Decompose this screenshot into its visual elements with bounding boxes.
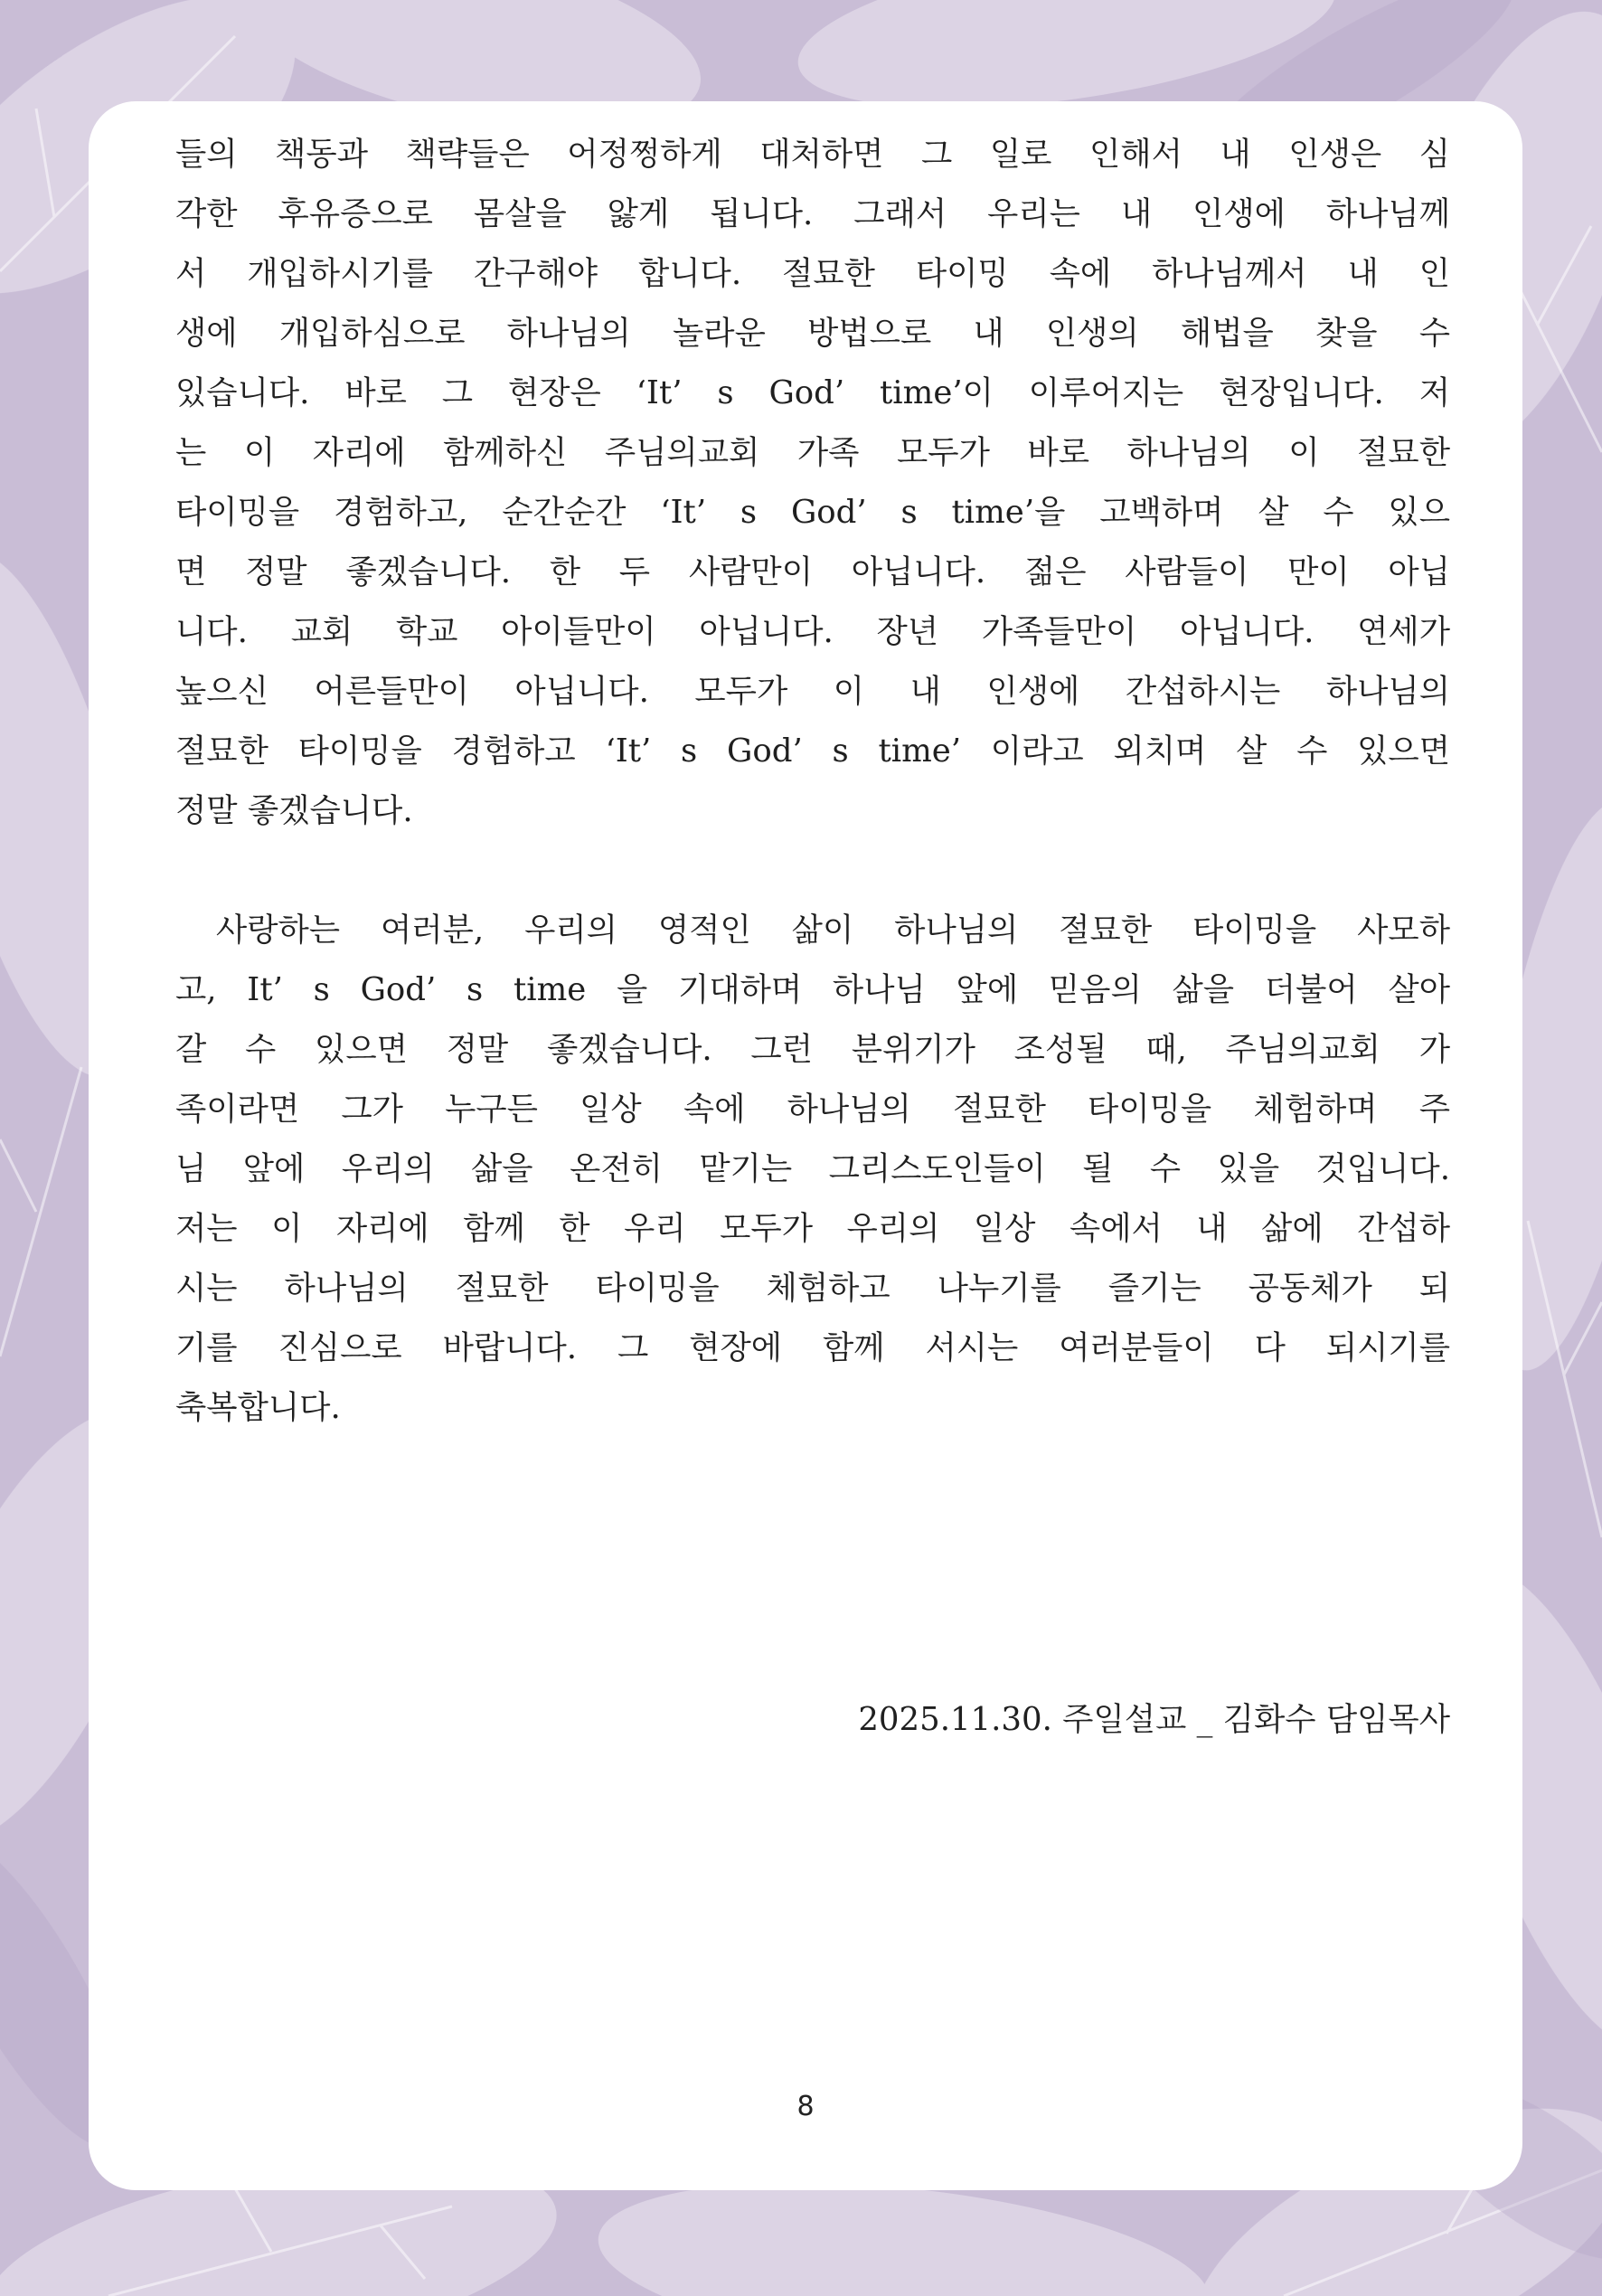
text-line: 고, It’ s God’ s time 을 기대하며 하나님 앞에 믿음의 삶을 더불어 살아 bbox=[175, 971, 1450, 1008]
page-card bbox=[89, 101, 1522, 2190]
text-line: 사랑하는 여러분, 우리의 영적인 삶이 하나님의 절묘한 타이밍을 사모하 bbox=[175, 912, 1450, 949]
sermon-signature: 2025.11.30. 주일설교 _ 김화수 담임목사 bbox=[858, 1701, 1450, 1738]
text-line: 시는 하나님의 절묘한 타이밍을 체험하고 나누기를 즐기는 공동체가 되 bbox=[175, 1270, 1450, 1307]
text-line: 니다. 교회 학교 아이들만이 아닙니다. 장년 가족들만이 아닙니다. 연세가 bbox=[175, 613, 1450, 650]
text-line: 갈 수 있으면 정말 좋겠습니다. 그런 분위기가 조성될 때, 주님의교회 가 bbox=[175, 1031, 1450, 1068]
text-line: 생에 개입하심으로 하나님의 놀라운 방법으로 내 인생의 해법을 찾을 수 bbox=[175, 315, 1450, 352]
paragraph-gap bbox=[175, 841, 1450, 901]
page-number: 8 bbox=[796, 2091, 815, 2122]
text-line: 족이라면 그가 누구든 일상 속에 하나님의 절묘한 타이밍을 체험하며 주 bbox=[175, 1091, 1450, 1128]
text-line: 면 정말 좋겠습니다. 한 두 사람만이 아닙니다. 젊은 사람들이 만이 아닙 bbox=[175, 553, 1450, 591]
sermon-body bbox=[175, 125, 1450, 1438]
text-line: 기를 진심으로 바랍니다. 그 현장에 함께 서시는 여러분들이 다 되시기를 bbox=[175, 1329, 1450, 1366]
text-line: 타이밍을 경험하고, 순간순간 ‘It’ s God’ s time’을 고백하며 살 수 있으 bbox=[175, 494, 1450, 531]
text-line: 각한 후유증으로 몸살을 앓게 됩니다. 그래서 우리는 내 인생에 하나님께 bbox=[175, 195, 1450, 232]
text-line: 축복합니다. bbox=[175, 1389, 341, 1426]
text-line: 있습니다. 바로 그 현장은 ‘It’ s God’ time’이 이루어지는 현장입니다. 저 bbox=[175, 374, 1450, 411]
text-line: 서 개입하시기를 간구해야 합니다. 절묘한 타이밍 속에 하나님께서 내 인 bbox=[175, 255, 1450, 292]
text-line: 님 앞에 우리의 삶을 온전히 맡기는 그리스도인들이 될 수 있을 것입니다. bbox=[175, 1150, 1450, 1187]
text-line: 저는 이 자리에 함께 한 우리 모두가 우리의 일상 속에서 내 삶에 간섭하 bbox=[175, 1210, 1450, 1247]
text-line: 정말 좋겠습니다. bbox=[175, 792, 413, 829]
text-line: 는 이 자리에 함께하신 주님의교회 가족 모두가 바로 하나님의 이 절묘한 bbox=[175, 434, 1450, 471]
text-line: 들의 책동과 책략들은 어정쩡하게 대처하면 그 일로 인해서 내 인생은 심 bbox=[175, 136, 1450, 173]
text-line: 절묘한 타이밍을 경험하고 ‘It’ s God’ s time’ 이라고 외치며 살 수 있으면 bbox=[175, 732, 1450, 770]
text-line: 높으신 어른들만이 아닙니다. 모두가 이 내 인생에 간섭하시는 하나님의 bbox=[175, 673, 1450, 710]
